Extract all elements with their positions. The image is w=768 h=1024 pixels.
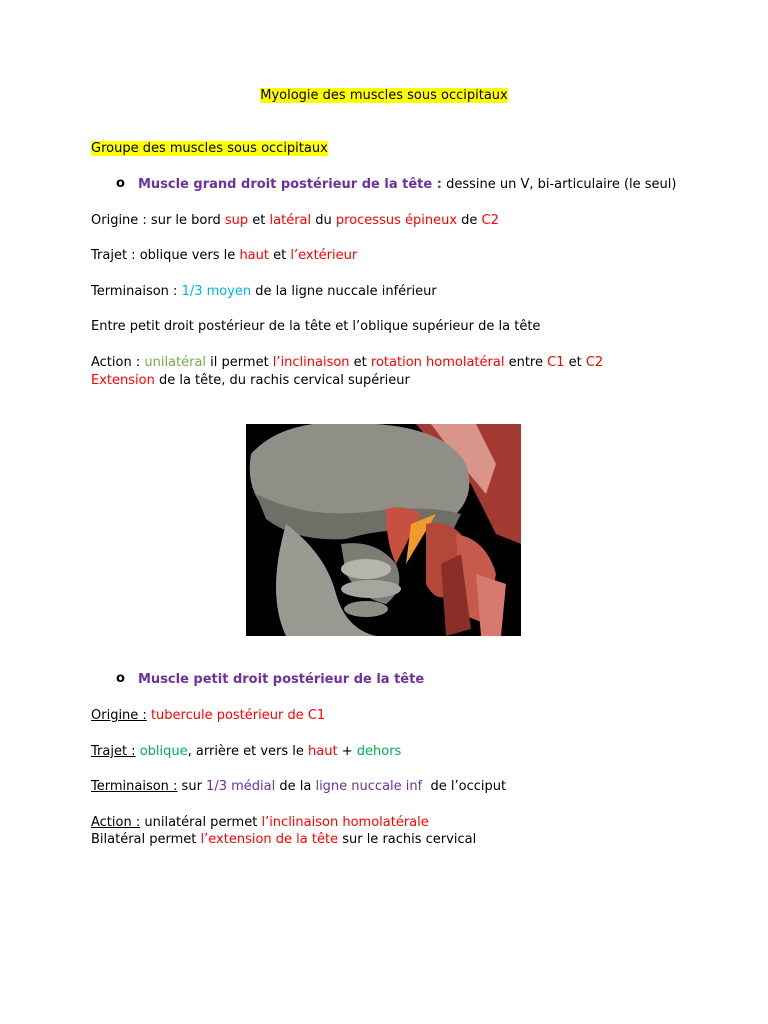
document-title: Myologie des muscles sous occipitaux [260,88,508,103]
muscle-2-heading: Muscle petit droit postérieur de la tête [138,672,425,687]
muscle-2-bilateral: Bilatéral permet l’extension de la tête sur le rachis cervical [91,832,477,847]
skull-illustration [246,424,521,636]
group-heading: Groupe des muscles sous occipitaux [91,141,328,156]
muscle-2-action: Action : unilatéral permet l’inclinaison homolatérale [91,815,429,830]
muscle-1-origine: Origine : sur le bord sup et latéral du processus épineux de C2 [91,213,499,228]
bullet-icon: o [116,671,125,686]
muscle-2-trajet: Trajet : oblique, arrière et vers le haut + dehors [91,744,402,759]
muscle-2-terminaison: Terminaison : sur 1/3 médial de la ligne nuccale inf de l’occiput [91,779,507,794]
bullet-icon: o [116,176,125,191]
muscle-2-origine: Origine : tubercule postérieur de C1 [91,708,326,723]
anatomy-image [246,424,521,636]
muscle-1-heading: Muscle grand droit postérieur de la tête : dessine un V, bi-articulaire (le seul) [138,177,677,192]
muscle-1-extension: Extension de la tête, du rachis cervical supérieur [91,373,410,388]
muscle-1-terminaison: Terminaison : 1/3 moyen de la ligne nuccale inférieur [91,284,437,299]
muscle-1-trajet: Trajet : oblique vers le haut et l’extérieur [91,248,358,263]
muscle-1-action: Action : unilatéral il permet l’inclinaison et rotation homolatéral entre C1 et C2 [91,355,604,370]
muscle-1-entre: Entre petit droit postérieur de la tête et l’oblique supérieur de la tête [91,319,541,334]
